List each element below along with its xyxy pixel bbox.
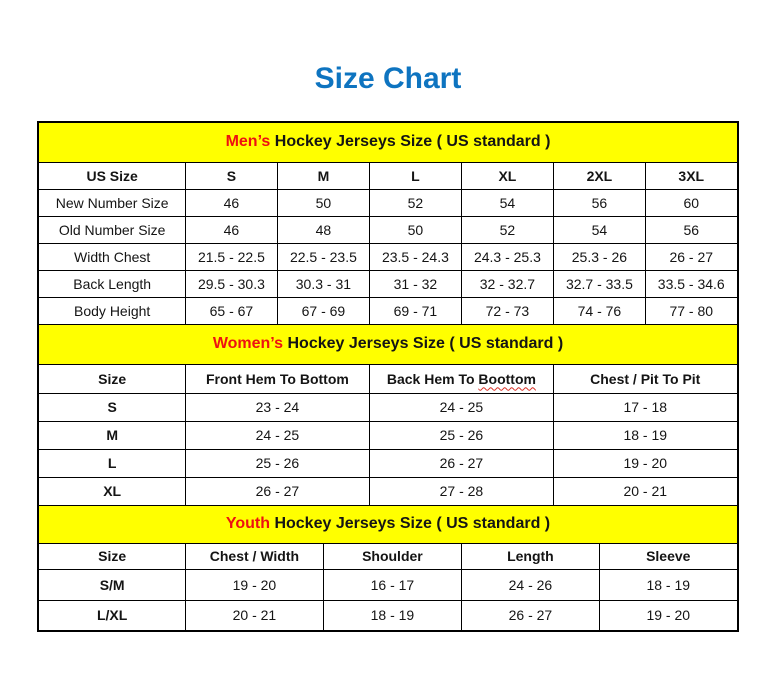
womens-value-cell: 25 - 26 bbox=[369, 421, 553, 449]
mens-value-cell: 48 bbox=[277, 216, 369, 243]
mens-value-cell: 52 bbox=[369, 189, 461, 216]
mens-header-m: M bbox=[277, 162, 369, 189]
youth-header-size: Size bbox=[38, 543, 185, 569]
womens-header-back-hem bbox=[369, 364, 553, 393]
table-row-womens-l bbox=[38, 449, 737, 477]
mens-header-2xl: 2XL bbox=[553, 162, 645, 189]
womens-value-cell: 24 - 25 bbox=[369, 393, 553, 421]
womens-row-label: L bbox=[38, 449, 185, 477]
mens-value-cell: 72 - 73 bbox=[461, 297, 553, 324]
youth-value-cell: 18 - 19 bbox=[599, 569, 737, 600]
womens-section-banner bbox=[38, 324, 737, 364]
mens-header-l: L bbox=[369, 162, 461, 189]
womens-header-size: Size bbox=[38, 364, 185, 393]
womens-value-cell: 24 - 25 bbox=[185, 421, 369, 449]
spellcheck-underlined-word: Boottom bbox=[478, 370, 536, 387]
youth-header-row bbox=[38, 543, 737, 569]
youth-value-cell: 24 - 26 bbox=[461, 569, 599, 600]
womens-header-row bbox=[38, 364, 737, 393]
mens-value-cell: 21.5 - 22.5 bbox=[185, 243, 277, 270]
womens-value-cell: 27 - 28 bbox=[369, 477, 553, 505]
womens-value-cell: 23 - 24 bbox=[185, 393, 369, 421]
youth-value-cell: 16 - 17 bbox=[323, 569, 461, 600]
mens-value-cell: 77 - 80 bbox=[645, 297, 737, 324]
youth-value-cell: 26 - 27 bbox=[461, 600, 599, 631]
table-row-back-length bbox=[38, 270, 737, 297]
mens-row-label: Back Length bbox=[38, 270, 185, 297]
womens-value-cell: 20 - 21 bbox=[553, 477, 737, 505]
womens-value-cell: 18 - 19 bbox=[553, 421, 737, 449]
mens-section-title: Hockey Jerseys Size ( US standard ) bbox=[270, 133, 551, 151]
youth-header-shoulder: Shoulder bbox=[323, 543, 461, 569]
table-row-womens-xl bbox=[38, 477, 737, 505]
mens-value-cell: 22.5 - 23.5 bbox=[277, 243, 369, 270]
youth-section-banner-row bbox=[38, 505, 737, 543]
mens-value-cell: 65 - 67 bbox=[185, 297, 277, 324]
table-row-old-number-size bbox=[38, 216, 737, 243]
mens-row-label: Old Number Size bbox=[38, 216, 185, 243]
womens-value-cell: 17 - 18 bbox=[553, 393, 737, 421]
youth-section-highlight: Youth bbox=[225, 515, 270, 532]
mens-value-cell: 50 bbox=[369, 216, 461, 243]
mens-value-cell: 25.3 - 26 bbox=[553, 243, 645, 270]
mens-value-cell: 56 bbox=[553, 189, 645, 216]
mens-value-cell: 24.3 - 25.3 bbox=[461, 243, 553, 270]
mens-section-banner-row bbox=[38, 122, 737, 162]
womens-row-label: S bbox=[38, 393, 185, 421]
table-row-womens-s bbox=[38, 393, 737, 421]
size-chart-table bbox=[37, 121, 738, 632]
mens-row-label: New Number Size bbox=[38, 189, 185, 216]
youth-value-cell: 19 - 20 bbox=[185, 569, 323, 600]
mens-header-row bbox=[38, 162, 737, 189]
youth-value-cell: 18 - 19 bbox=[323, 600, 461, 631]
mens-value-cell: 29.5 - 30.3 bbox=[185, 270, 277, 297]
mens-value-cell: 74 - 76 bbox=[553, 297, 645, 324]
table-row-womens-m bbox=[38, 421, 737, 449]
womens-value-cell: 26 - 27 bbox=[185, 477, 369, 505]
youth-value-cell: 19 - 20 bbox=[599, 600, 737, 631]
womens-value-cell: 26 - 27 bbox=[369, 449, 553, 477]
womens-header-back-hem-prefix: Back Hem To bbox=[386, 370, 479, 387]
mens-value-cell: 50 bbox=[277, 189, 369, 216]
mens-value-cell: 54 bbox=[461, 189, 553, 216]
mens-value-cell: 32.7 - 33.5 bbox=[553, 270, 645, 297]
youth-row-label: L/XL bbox=[38, 600, 185, 631]
womens-value-cell: 19 - 20 bbox=[553, 449, 737, 477]
youth-header-sleeve: Sleeve bbox=[599, 543, 737, 569]
page-title: Size Chart bbox=[314, 62, 462, 95]
youth-header-length: Length bbox=[461, 543, 599, 569]
womens-header-front-hem: Front Hem To Bottom bbox=[185, 364, 369, 393]
mens-value-cell: 33.5 - 34.6 bbox=[645, 270, 737, 297]
mens-header-s: S bbox=[185, 162, 277, 189]
mens-value-cell: 31 - 32 bbox=[369, 270, 461, 297]
mens-row-label: Body Height bbox=[38, 297, 185, 324]
mens-value-cell: 32 - 32.7 bbox=[461, 270, 553, 297]
womens-section-title: Hockey Jerseys Size ( US standard ) bbox=[283, 335, 564, 352]
womens-row-label: XL bbox=[38, 477, 185, 505]
mens-value-cell: 52 bbox=[461, 216, 553, 243]
youth-row-label: S/M bbox=[38, 569, 185, 600]
mens-value-cell: 69 - 71 bbox=[369, 297, 461, 324]
womens-section-banner-row bbox=[38, 324, 737, 364]
mens-value-cell: 60 bbox=[645, 189, 737, 216]
youth-header-chest-width: Chest / Width bbox=[185, 543, 323, 569]
mens-value-cell: 23.5 - 24.3 bbox=[369, 243, 461, 270]
table-row-youth-sm bbox=[38, 569, 737, 600]
womens-row-label: M bbox=[38, 421, 185, 449]
youth-section-banner bbox=[38, 505, 737, 543]
mens-value-cell: 26 - 27 bbox=[645, 243, 737, 270]
mens-header-us-size: US Size bbox=[38, 162, 185, 189]
youth-section-title: Hockey Jerseys Size ( US standard ) bbox=[270, 515, 551, 532]
mens-value-cell: 46 bbox=[185, 189, 277, 216]
mens-value-cell: 30.3 - 31 bbox=[277, 270, 369, 297]
mens-value-cell: 54 bbox=[553, 216, 645, 243]
mens-header-xl: XL bbox=[461, 162, 553, 189]
mens-section-highlight: Men’s bbox=[225, 133, 271, 151]
table-row-width-chest bbox=[38, 243, 737, 270]
mens-value-cell: 56 bbox=[645, 216, 737, 243]
mens-value-cell: 46 bbox=[185, 216, 277, 243]
table-row-body-height bbox=[38, 297, 737, 324]
table-row-youth-lxl bbox=[38, 600, 737, 631]
mens-section-banner bbox=[38, 122, 737, 162]
table-row-new-number-size bbox=[38, 189, 737, 216]
mens-header-3xl: 3XL bbox=[645, 162, 737, 189]
mens-value-cell: 67 - 69 bbox=[277, 297, 369, 324]
mens-row-label: Width Chest bbox=[38, 243, 185, 270]
womens-value-cell: 25 - 26 bbox=[185, 449, 369, 477]
youth-value-cell: 20 - 21 bbox=[185, 600, 323, 631]
womens-header-chest: Chest / Pit To Pit bbox=[553, 364, 737, 393]
womens-section-highlight: Women’s bbox=[212, 335, 284, 352]
